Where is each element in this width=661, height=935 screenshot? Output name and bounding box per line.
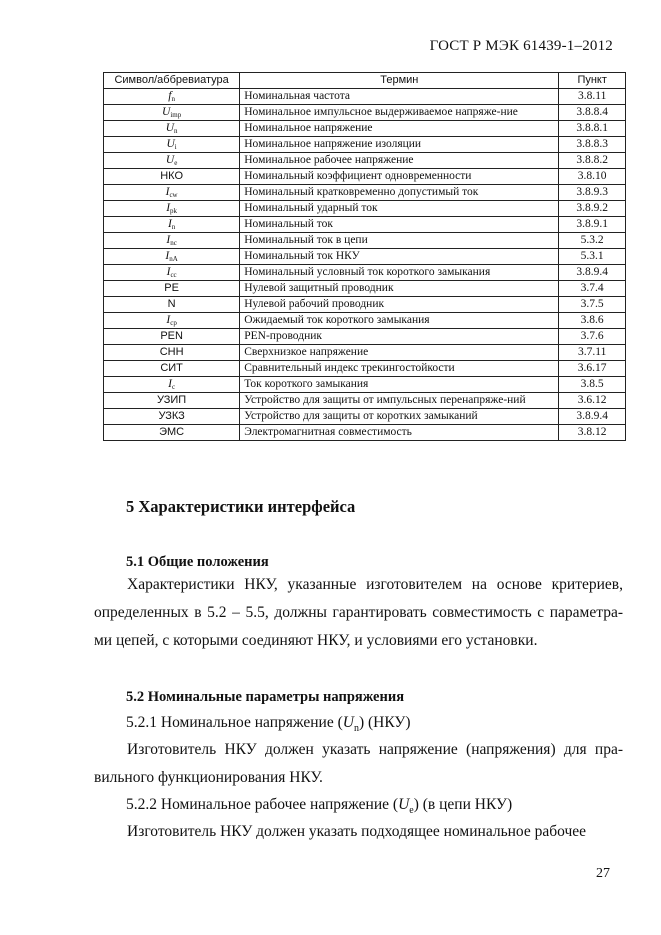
- table-row: [104, 89, 626, 105]
- symbol-main: I: [166, 266, 171, 278]
- clause-cell: 3.8.5: [559, 377, 626, 393]
- symbol-main: U: [342, 714, 354, 731]
- symbol-cell: [104, 329, 240, 345]
- term-cell: Нулевой защитный проводник: [240, 281, 559, 297]
- symbol-subscript: i: [174, 143, 177, 151]
- symbol-cell: [104, 409, 240, 425]
- section-5-1-heading: 5.1 Общие положения: [126, 554, 269, 570]
- symbol-main: U: [166, 138, 175, 150]
- term-cell: Номинальный условный ток короткого замыкания: [240, 265, 559, 281]
- symbol-subscript: n: [171, 223, 176, 231]
- table-row: [104, 313, 626, 329]
- symbol-subscript: imp: [170, 111, 182, 119]
- clause-cell: 3.8.8.3: [559, 137, 626, 153]
- clause-cell: 3.8.6: [559, 313, 626, 329]
- clause-5-2-2-heading: [126, 796, 512, 816]
- symbol-main: I: [168, 378, 172, 390]
- clause-cell: 3.8.9.4: [559, 409, 626, 425]
- abbreviation: СИТ: [160, 362, 183, 374]
- symbol-main: I: [166, 202, 171, 214]
- section-5-1-paragraph: [94, 571, 623, 655]
- clause-cell: 3.8.9.3: [559, 185, 626, 201]
- symbol-subscript: n: [174, 127, 178, 135]
- column-header-symbol: Символ/аббревиатура: [104, 73, 240, 89]
- table-row: [104, 297, 626, 313]
- symbol-cell: [104, 169, 240, 185]
- table-row: [104, 169, 626, 185]
- clause-cell: 3.6.17: [559, 361, 626, 377]
- symbol-cell: [104, 105, 240, 121]
- abbreviation: УЗИП: [157, 394, 187, 406]
- term-cell: Сравнительный индекс трекингостойкости: [240, 361, 559, 377]
- symbol-cell: [104, 121, 240, 137]
- clause-cell: 3.8.8.2: [559, 153, 626, 169]
- clause-cell: 3.7.6: [559, 329, 626, 345]
- clause-cell: 3.8.12: [559, 425, 626, 441]
- symbol-cell: [104, 185, 240, 201]
- clause-cell: 5.3.2: [559, 233, 626, 249]
- section-5-heading: 5 Характеристики интерфейса: [126, 497, 356, 516]
- symbol-cell: [104, 89, 240, 105]
- clause-suffix: ) (в цепи НКУ): [413, 796, 513, 813]
- abbreviation: НКО: [160, 170, 184, 182]
- clause-5-2-1-paragraph: [94, 736, 623, 792]
- symbol-cell: [104, 377, 240, 393]
- symbol-cell: [104, 393, 240, 409]
- term-cell: Номинальное напряжение: [240, 121, 559, 137]
- symbols-table: [103, 72, 626, 441]
- symbol-main: U: [162, 106, 171, 118]
- abbreviation: N: [167, 298, 176, 310]
- symbol-cell: [104, 313, 240, 329]
- term-cell: Номинальное импульсное выдерживаемое напряже-ние: [240, 105, 559, 121]
- symbol-cell: [104, 265, 240, 281]
- table-row: [104, 137, 626, 153]
- symbol-cell: [104, 233, 240, 249]
- clause-5-2-1-heading: [126, 714, 411, 734]
- term-cell: Устройство для защиты от импульсных перенапряже-ний: [240, 393, 559, 409]
- term-cell: Сверхнизкое напряжение: [240, 345, 559, 361]
- clause-suffix: ) (НКУ): [358, 714, 411, 731]
- table-row: [104, 345, 626, 361]
- page-number: 27: [596, 866, 610, 881]
- section-5-2-heading: 5.2 Номинальные параметры напряжения: [126, 689, 405, 705]
- clause-cell: 3.8.8.1: [559, 121, 626, 137]
- clause-cell: 3.8.11: [559, 89, 626, 105]
- table-row: [104, 281, 626, 297]
- term-cell: Ожидаемый ток короткого замыкания: [240, 313, 559, 329]
- clause-prefix: 5.2.1 Номинальное напряжение (: [126, 714, 343, 731]
- symbol-cell: [104, 137, 240, 153]
- abbreviation: УЗКЗ: [158, 410, 185, 422]
- term-cell: Ток короткого замыкания: [240, 377, 559, 393]
- clause-cell: 3.7.4: [559, 281, 626, 297]
- table-row: [104, 377, 626, 393]
- symbol-subscript: c: [171, 383, 176, 391]
- abbreviation: PE: [164, 282, 179, 294]
- table-row: [104, 201, 626, 217]
- symbol-cell: [104, 217, 240, 233]
- paragraph-text: Характеристики НКУ, указанные изготовителем на основе критериев, определенных в 5.2 – 5.5, должны гарантировать совместимость с параметра-ми цепей, с которыми соединяют НКУ, и условиями его установки.: [94, 576, 623, 649]
- term-cell: Номинальный ток в цепи: [240, 233, 559, 249]
- term-cell: Нулевой рабочий проводник: [240, 297, 559, 313]
- symbol-subscript: cw: [169, 191, 178, 199]
- symbol-main: U: [398, 796, 410, 813]
- symbol-sub: n: [353, 723, 359, 735]
- symbol-cell: [104, 281, 240, 297]
- term-cell: Номинальный ток НКУ: [240, 249, 559, 265]
- table-row: [104, 121, 626, 137]
- table-row: [104, 185, 626, 201]
- clause-cell: 3.8.8.4: [559, 105, 626, 121]
- term-cell: PEN-проводник: [240, 329, 559, 345]
- table-row: [104, 217, 626, 233]
- symbol-subscript: cp: [170, 319, 177, 327]
- table-row: [104, 153, 626, 169]
- term-cell: Номинальный кратковременно допустимый ток: [240, 185, 559, 201]
- table-row: [104, 329, 626, 345]
- term-cell: Номинальная частота: [240, 89, 559, 105]
- symbol-main: I: [165, 186, 170, 198]
- abbreviation: ЭМС: [159, 426, 185, 438]
- symbol-subscript: nA: [169, 255, 178, 263]
- symbol-subscript: n: [171, 95, 175, 103]
- paragraph-text: Изготовитель НКУ должен указать напряжение (напряжения) для пра-вильного функционирования НКУ.: [94, 741, 623, 786]
- symbol-main: f: [168, 90, 172, 102]
- clause-cell: 3.7.11: [559, 345, 626, 361]
- symbol-cell: [104, 297, 240, 313]
- table-row: [104, 425, 626, 441]
- table-header-row: [104, 73, 626, 89]
- clause-cell: 3.7.5: [559, 297, 626, 313]
- clause-5-2-2-paragraph: [94, 818, 623, 846]
- symbol-sub: e: [409, 805, 414, 817]
- table-row: [104, 409, 626, 425]
- document-header: ГОСТ Р МЭК 61439-1–2012: [429, 38, 613, 54]
- paragraph-text: Изготовитель НКУ должен указать подходящее номинальное рабочее: [127, 823, 587, 840]
- table-row: [104, 393, 626, 409]
- column-header-term: Термин: [240, 73, 559, 89]
- table-row: [104, 361, 626, 377]
- symbol-cell: [104, 361, 240, 377]
- clause-cell: 3.8.9.4: [559, 265, 626, 281]
- symbol-cell: [104, 249, 240, 265]
- symbol-cell: [104, 201, 240, 217]
- clause-cell: 5.3.1: [559, 249, 626, 265]
- symbol-cell: [104, 153, 240, 169]
- symbol-main: I: [167, 218, 172, 230]
- symbol-main: I: [166, 234, 171, 246]
- symbol-main: I: [165, 250, 170, 262]
- abbreviation: PEN: [160, 330, 183, 342]
- clause-cell: 3.8.9.2: [559, 201, 626, 217]
- symbol-cell: [104, 345, 240, 361]
- term-cell: Номинальный коэффициент одновременности: [240, 169, 559, 185]
- column-header-clause: Пункт: [559, 73, 626, 89]
- symbol-main: U: [165, 122, 175, 134]
- term-cell: Устройство для защиты от коротких замыканий: [240, 409, 559, 425]
- symbol-subscript: cc: [170, 271, 177, 279]
- term-cell: Номинальное рабочее напряжение: [240, 153, 559, 169]
- table-body: [104, 89, 626, 441]
- term-cell: Номинальный ток: [240, 217, 559, 233]
- table-row: [104, 233, 626, 249]
- symbol-main: I: [166, 314, 171, 326]
- clause-cell: 3.6.12: [559, 393, 626, 409]
- symbol-subscript: pk: [170, 207, 178, 215]
- abbreviation: СНН: [159, 346, 184, 358]
- table-row: [104, 249, 626, 265]
- term-cell: Номинальное напряжение изоляции: [240, 137, 559, 153]
- clause-cell: 3.8.9.1: [559, 217, 626, 233]
- symbol-subscript: nc: [170, 239, 177, 247]
- table-row: [104, 265, 626, 281]
- table-row: [104, 105, 626, 121]
- term-cell: Номинальный ударный ток: [240, 201, 559, 217]
- symbol-main: U: [165, 154, 175, 166]
- clause-cell: 3.8.10: [559, 169, 626, 185]
- term-cell: Электромагнитная совместимость: [240, 425, 559, 441]
- symbol-subscript: e: [174, 159, 178, 167]
- symbol-cell: [104, 425, 240, 441]
- clause-prefix: 5.2.2 Номинальное рабочее напряжение (: [126, 796, 399, 813]
